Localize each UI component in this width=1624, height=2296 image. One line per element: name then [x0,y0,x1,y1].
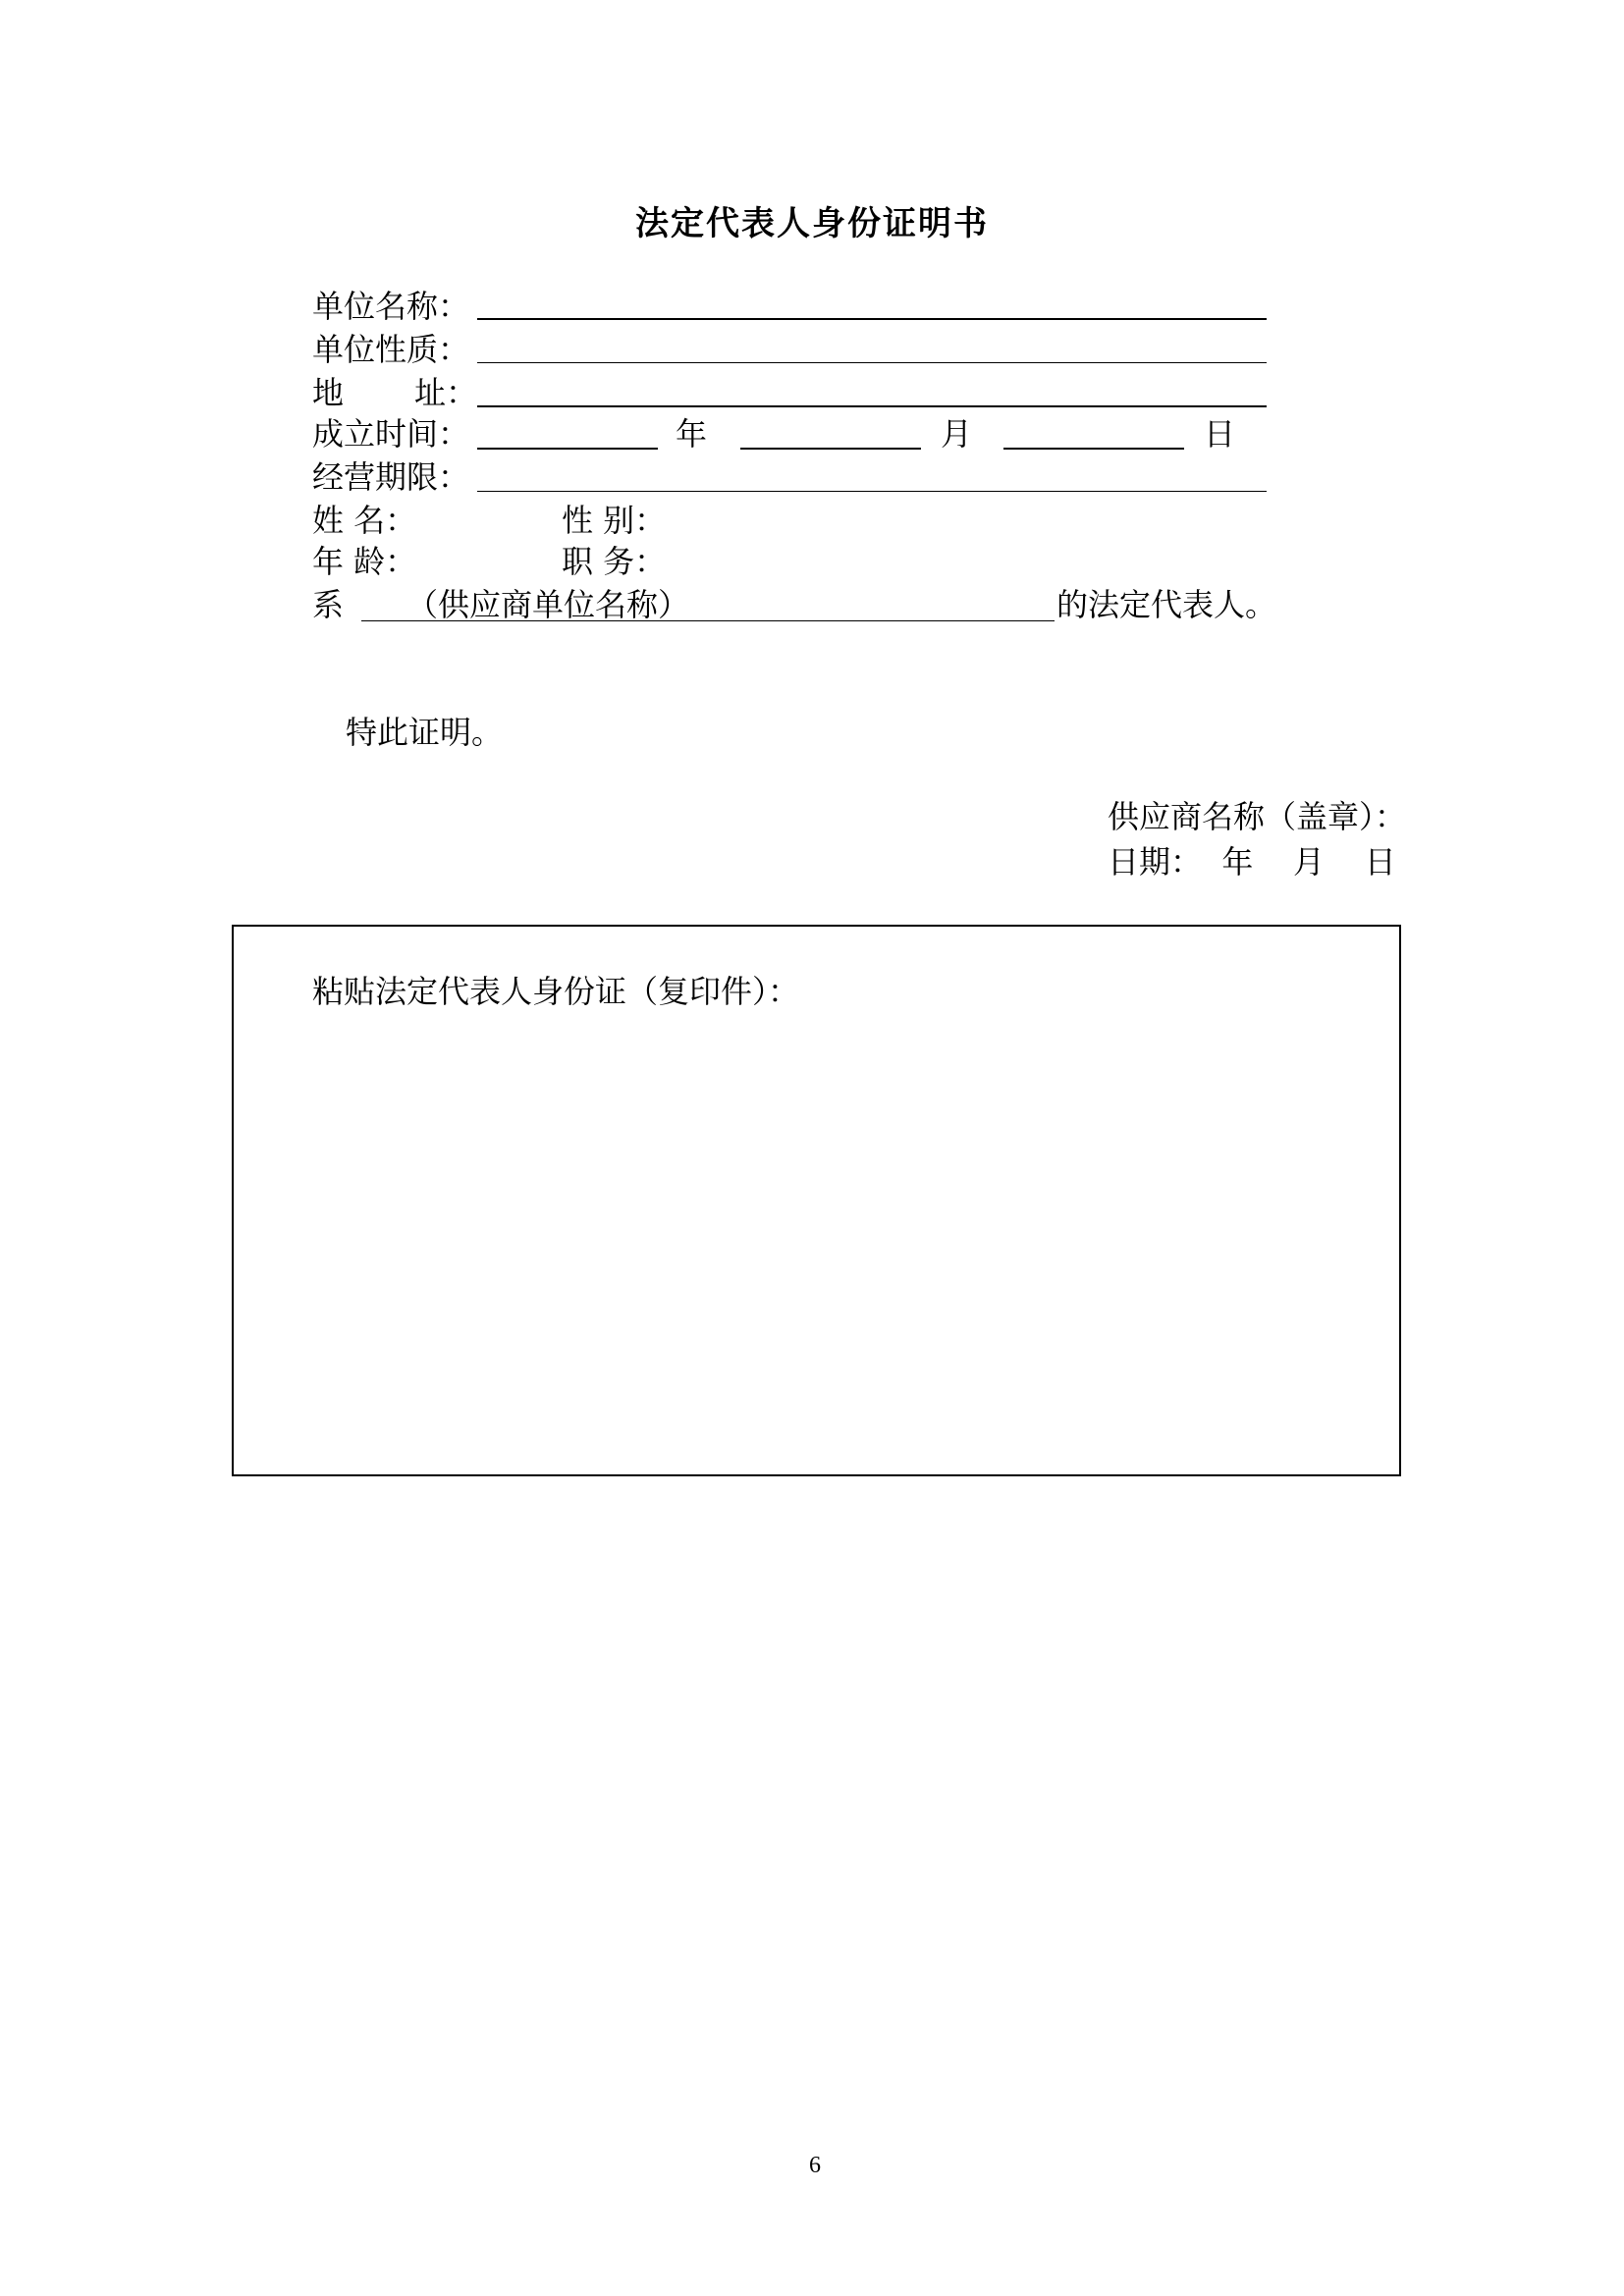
established-year-field[interactable] [477,448,658,450]
address-field[interactable] [477,405,1267,407]
unit-name-label: 单位名称： [312,288,470,325]
established-day-field[interactable] [1003,448,1184,450]
document-title: 法定代表人身份证明书 [635,204,989,243]
statement-suffix: 的法定代表人。 [1056,586,1277,623]
established-month-field[interactable] [740,448,921,450]
position-label: 职 务： [562,543,667,580]
page-number: 6 [809,2153,821,2178]
statement-prefix: 系 [312,586,345,623]
certify-text: 特此证明。 [346,714,504,751]
supplier-seal-label: 供应商名称（盖章）： [1108,798,1407,835]
address-label-second: 址： [414,374,478,411]
established-year-unit: 年 [676,415,708,453]
name-label: 姓 名： [312,502,417,539]
id-box-label: 粘贴法定代表人身份证（复印件）： [312,973,800,1010]
term-label: 经营期限： [312,458,470,496]
established-month-unit: 月 [941,415,973,453]
supplier-placeholder: （供应商单位名称） [406,586,690,623]
established-day-unit: 日 [1204,415,1236,453]
established-label: 成立时间： [312,415,470,453]
unit-name-field[interactable] [477,318,1267,320]
age-label: 年 龄： [312,543,417,580]
signature-date-label: 日期： 年 月 日 [1108,843,1396,881]
supplier-name-field[interactable] [361,620,1055,621]
address-label-first: 地 [312,374,345,411]
term-field[interactable] [477,491,1267,492]
unit-nature-field[interactable] [477,362,1267,363]
gender-label: 性 别： [562,502,667,539]
unit-nature-label: 单位性质： [312,331,470,368]
